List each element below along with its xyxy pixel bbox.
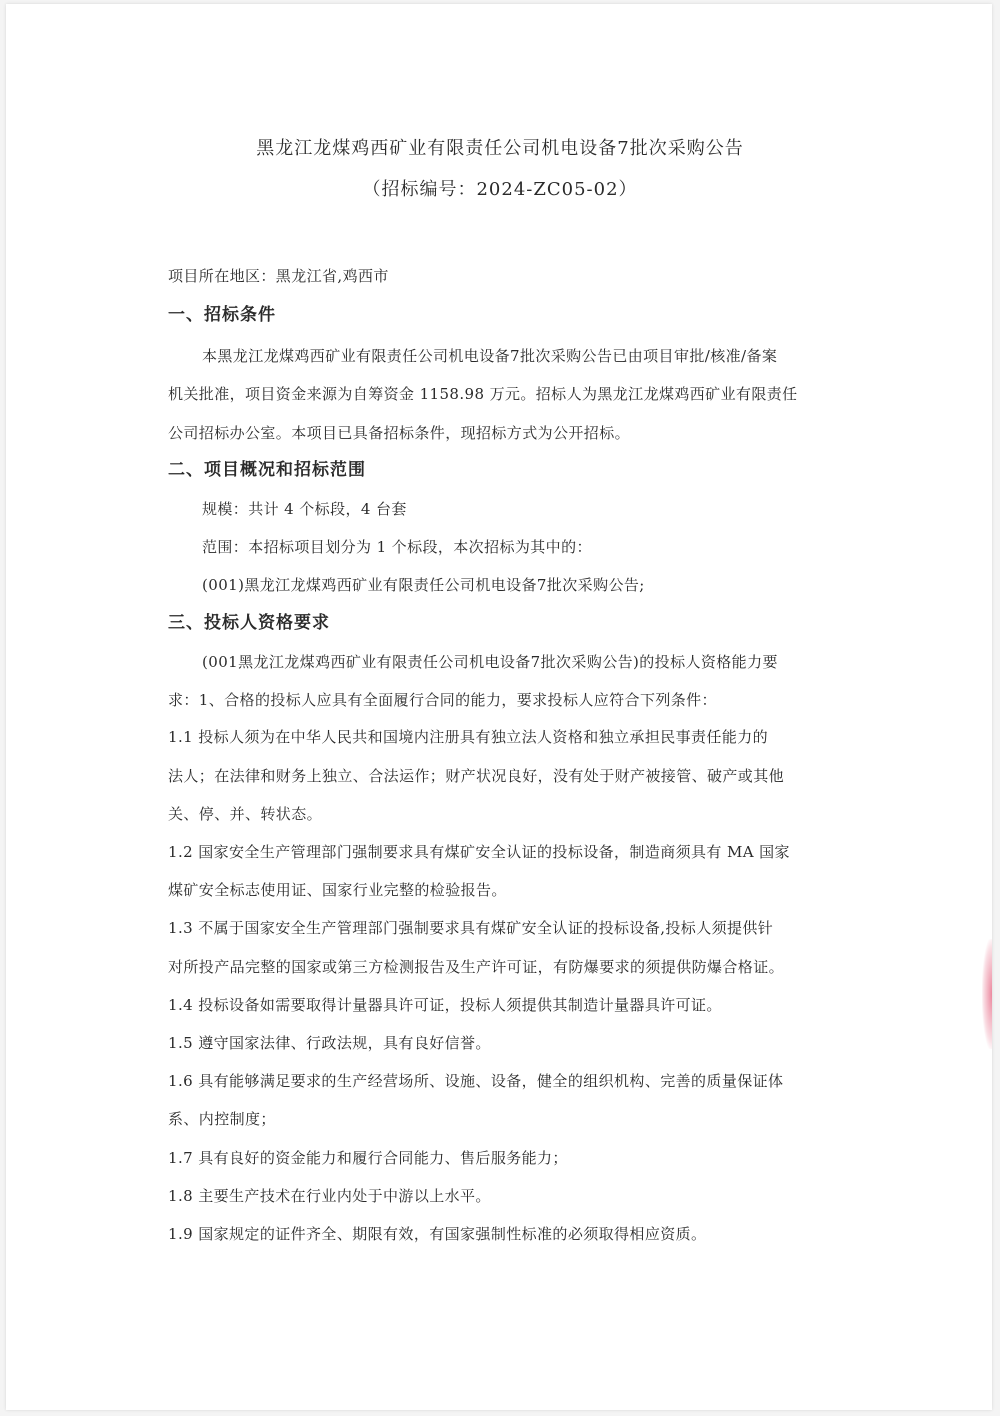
tender-number: （招标编号：2024-ZC05-02） [362, 179, 638, 200]
paragraph-line: 1.8 主要生产技术在行业内处于中游以上水平。 [168, 1187, 491, 1205]
paragraph-line: 1.7 具有良好的资金能力和履行合同能力、售后服务能力； [168, 1149, 568, 1167]
paragraph-line: 1.4 投标设备如需要取得计量器具许可证，投标人须提供其制造计量器具许可证。 [168, 996, 722, 1014]
paragraph-line: 煤矿安全标志使用证、国家行业完整的检验报告。 [168, 881, 507, 899]
section-heading: 三、投标人资格要求 [168, 613, 330, 633]
document-title: 黑龙江龙煤鸡西矿业有限责任公司机电设备7批次采购公告 [256, 138, 744, 159]
paragraph-line: 关、停、并、转状态。 [168, 805, 323, 823]
section-heading: 二、项目概况和招标范围 [168, 460, 366, 480]
paragraph-line: 1.1 投标人须为在中华人民共和国境内注册具有独立法人资格和独立承担民事责任能力的 [168, 728, 769, 746]
paragraph-line: 系、内控制度； [168, 1110, 276, 1128]
paragraph-line: 求：1、合格的投标人应具有全面履行合同的能力，要求投标人应符合下列条件： [168, 691, 717, 709]
paragraph-line: 规模：共计 4 个标段，4 台套 [202, 500, 407, 518]
paragraph-line: (001黑龙江龙煤鸡西矿业有限责任公司机电设备7批次采购公告)的投标人资格能力要 [202, 653, 778, 671]
paragraph-line: 范围：本招标项目划分为 1 个标段，本次招标为其中的： [202, 538, 592, 556]
paragraph-line: (001)黑龙江龙煤鸡西矿业有限责任公司机电设备7批次采购公告; [202, 576, 645, 594]
paragraph-line: 公司招标办公室。本项目已具备招标条件，现招标方式为公开招标。 [168, 424, 631, 442]
project-location: 项目所在地区：黑龙江省,鸡西市 [168, 267, 389, 285]
seal-stamp-edge [982, 939, 992, 1049]
section-heading: 一、招标条件 [168, 305, 276, 325]
paragraph-line: 对所投产品完整的国家或第三方检测报告及生产许可证，有防爆要求的须提供防爆合格证。 [168, 958, 785, 976]
paragraph-line: 机关批准，项目资金来源为自筹资金 1158.98 万元。招标人为黑龙江龙煤鸡西矿业有限责任 [168, 385, 798, 403]
paragraph-line: 1.2 国家安全生产管理部门强制要求具有煤矿安全认证的投标设备，制造商须具有 MA 国家 [168, 843, 790, 861]
paragraph-line: 法人；在法律和财务上独立、合法运作；财产状况良好，没有处于财产被接管、破产或其他 [168, 767, 785, 785]
paragraph-line: 1.3 不属于国家安全生产管理部门强制要求具有煤矿安全认证的投标设备,投标人须提供针 [168, 919, 774, 937]
paragraph-line: 本黑龙江龙煤鸡西矿业有限责任公司机电设备7批次采购公告已由项目审批/核准/备案 [202, 347, 778, 365]
paragraph-line: 1.5 遵守国家法律、行政法规，具有良好信誉。 [168, 1034, 491, 1052]
paragraph-line: 1.9 国家规定的证件齐全、期限有效，有国家强制性标准的必须取得相应资质。 [168, 1225, 707, 1243]
paragraph-line: 1.6 具有能够满足要求的生产经营场所、设施、设备，健全的组织机构、完善的质量保证体 [168, 1072, 784, 1090]
